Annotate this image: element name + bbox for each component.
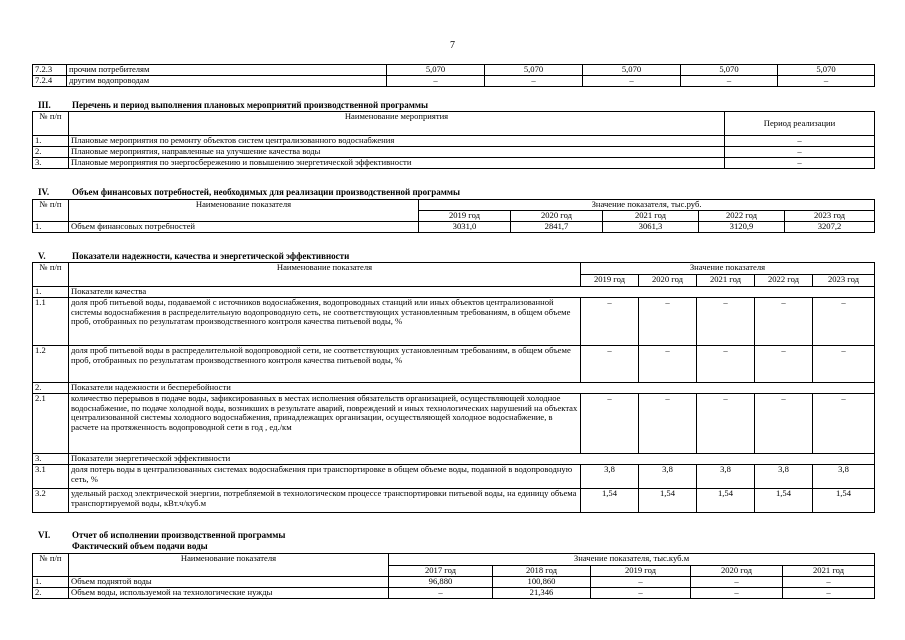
row-value: – (485, 76, 583, 87)
row-value: – (691, 577, 783, 588)
water-supply-table (32, 553, 875, 599)
row-value: – (697, 394, 755, 454)
row-name: Объем поднятой воды (69, 577, 389, 588)
header-value: Значение показателя, тыс.куб.м (389, 554, 875, 566)
row-value: 5,070 (778, 65, 875, 76)
header-year: 2022 год (699, 211, 785, 222)
section-heading-iv (38, 187, 460, 197)
row-value: – (581, 298, 639, 346)
section-number: VI. (38, 530, 51, 540)
continuation-table (32, 64, 875, 87)
row-number: 1. (33, 577, 69, 588)
header-year: 2020 год (639, 275, 697, 287)
row-name: Плановые мероприятия, направленные на улучшение качества воды (69, 147, 725, 158)
section-number: V. (38, 251, 46, 261)
row-number: 2. (33, 383, 69, 394)
row-value: – (783, 588, 875, 599)
header-year: 2019 год (419, 211, 511, 222)
header-value: Значение показателя (581, 263, 875, 275)
header-period: Период реализации (725, 112, 875, 136)
section-number: IV. (38, 187, 50, 197)
row-value: 2841,7 (511, 222, 603, 233)
row-number: 2. (33, 588, 69, 599)
header-year: 2019 год (591, 566, 691, 577)
row-value: 5,070 (387, 65, 485, 76)
row-value: – (783, 577, 875, 588)
row-value: 100,860 (493, 577, 591, 588)
row-value: – (389, 588, 493, 599)
row-period: – (725, 158, 875, 169)
row-value: – (591, 577, 691, 588)
row-value: 3,8 (755, 465, 813, 489)
row-value: 1,54 (639, 489, 697, 513)
header-year: 2018 год (493, 566, 591, 577)
row-value: – (581, 394, 639, 454)
table-row (33, 465, 875, 489)
row-value: 5,070 (681, 65, 778, 76)
row-number: 2.1 (33, 394, 69, 454)
row-name: удельный расход электрической энергии, потребляемой в технологическом процессе транспортировки питьевой воды, на единицу объема транспортируемой воды, кВт.ч/куб.м (69, 489, 581, 513)
table-header-row (33, 112, 875, 136)
row-name: Показатели надежности и бесперебойности (69, 383, 875, 394)
row-value: 1,54 (697, 489, 755, 513)
row-value: – (697, 298, 755, 346)
row-number: 1. (33, 136, 69, 147)
table-header-row (33, 263, 875, 275)
activities-table (32, 111, 875, 169)
row-number: 1.2 (33, 346, 69, 383)
section-heading-vi (38, 530, 285, 540)
row-name: другим водопроводам (67, 76, 387, 87)
table-row (33, 577, 875, 588)
row-number: 2. (33, 147, 69, 158)
table-row (33, 222, 875, 233)
row-name: прочим потребителям (67, 65, 387, 76)
row-name: Плановые мероприятия по энергосбережению и повышению энергетической эффективности (69, 158, 725, 169)
header-year: 2017 год (389, 566, 493, 577)
row-value: – (755, 298, 813, 346)
row-value: – (581, 346, 639, 383)
header-year: 2020 год (691, 566, 783, 577)
table-row (33, 588, 875, 599)
table-row (33, 346, 875, 383)
row-value: – (697, 346, 755, 383)
section-subtitle: Фактический объем подачи воды (72, 541, 208, 551)
header-year: 2021 год (697, 275, 755, 287)
row-value: – (778, 76, 875, 87)
row-value: – (681, 76, 778, 87)
header-year: 2023 год (813, 275, 875, 287)
row-value: 3,8 (813, 465, 875, 489)
indicators-table (32, 262, 875, 513)
header-name: Наименование показателя (69, 554, 389, 577)
row-value: 1,54 (581, 489, 639, 513)
section-title: Перечень и период выполнения плановых мероприятий производственной программы (72, 100, 429, 110)
row-value: 1,54 (813, 489, 875, 513)
header-year: 2021 год (603, 211, 699, 222)
row-value: 3,8 (639, 465, 697, 489)
row-value: – (387, 76, 485, 87)
row-name: Объем воды, используемой на технологические нужды (69, 588, 389, 599)
table-group-row (33, 383, 875, 394)
table-row (33, 65, 875, 76)
row-period: – (725, 147, 875, 158)
table-group-row (33, 454, 875, 465)
row-value: – (639, 346, 697, 383)
table-row (33, 394, 875, 454)
section-title: Объем финансовых потребностей, необходимых для реализации производственной программы (72, 187, 461, 197)
table-row (33, 489, 875, 513)
row-number: 3.2 (33, 489, 69, 513)
header-year: 2020 год (511, 211, 603, 222)
row-period: – (725, 136, 875, 147)
row-value: 5,070 (583, 65, 681, 76)
header-number: № п/п (33, 263, 69, 287)
header-name: Наименование показателя (69, 200, 419, 222)
table-header-row (33, 554, 875, 566)
row-value: – (583, 76, 681, 87)
table-row (33, 76, 875, 87)
row-value: 1,54 (755, 489, 813, 513)
row-value: – (813, 298, 875, 346)
page-number: 7 (450, 40, 455, 51)
row-value: 96,880 (389, 577, 493, 588)
row-value: – (813, 394, 875, 454)
row-number: 3. (33, 454, 69, 465)
header-name: Наименование мероприятия (69, 112, 725, 136)
row-value: 21,346 (493, 588, 591, 599)
header-number: № п/п (33, 554, 69, 577)
row-value: 5,070 (485, 65, 583, 76)
row-value: – (639, 394, 697, 454)
row-number: 7.2.4 (33, 76, 67, 87)
section-number: III. (38, 100, 51, 110)
table-row (33, 147, 875, 158)
header-year: 2019 год (581, 275, 639, 287)
row-value: – (639, 298, 697, 346)
row-number: 3. (33, 158, 69, 169)
header-year: 2022 год (755, 275, 813, 287)
section-title: Показатели надежности, качества и энергетической эффективности (72, 251, 350, 261)
table-group-row (33, 287, 875, 298)
row-name: Показатели качества (69, 287, 875, 298)
table-header-row (33, 200, 875, 211)
row-number: 1. (33, 287, 69, 298)
section-heading-iii (38, 100, 428, 110)
row-value: 3120,9 (699, 222, 785, 233)
row-name: доля проб питьевой воды, подаваемой с источников водоснабжения, водопроводных станций или иных объектов централизованной системы водоснабжения в распределительную водопроводную сеть, не соответствующих установленным требованиям, в общем объеме проб, отобранных по результатам производственного контроля качества питьевой воды, % (69, 298, 581, 346)
financial-needs-table (32, 199, 875, 233)
header-year: 2023 год (785, 211, 875, 222)
row-number: 3.1 (33, 465, 69, 489)
header-value: Значение показателя, тыс.руб. (419, 200, 875, 211)
row-value: 3,8 (697, 465, 755, 489)
table-row (33, 158, 875, 169)
row-number: 7.2.3 (33, 65, 67, 76)
row-value: 3207,2 (785, 222, 875, 233)
table-row (33, 298, 875, 346)
header-year: 2021 год (783, 566, 875, 577)
row-value: – (755, 346, 813, 383)
row-name: доля потерь воды в централизованных системах водоснабжения при транспортировке в общем объеме воды, поданной в водопроводную сеть, % (69, 465, 581, 489)
row-value: – (755, 394, 813, 454)
row-value: 3031,0 (419, 222, 511, 233)
row-value: – (591, 588, 691, 599)
row-value: 3061,3 (603, 222, 699, 233)
row-name: доля проб питьевой воды в распределительной водопроводной сети, не соответствующих установленным требованиям, в общем объеме проб, отобранных по результатам производственного контроля качества питьевой воды, % (69, 346, 581, 383)
row-value: 3,8 (581, 465, 639, 489)
section-title: Отчет об исполнении производственной программы (72, 530, 286, 540)
row-name: Показатели энергетической эффективности (69, 454, 875, 465)
table-row (33, 136, 875, 147)
row-number: 1. (33, 222, 69, 233)
row-name: Плановые мероприятия по ремонту объектов систем централизованного водоснабжения (69, 136, 725, 147)
header-number: № п/п (33, 200, 69, 222)
row-value: – (691, 588, 783, 599)
row-name: Объем финансовых потребностей (69, 222, 419, 233)
section-heading-v (38, 251, 349, 261)
header-name: Наименование показателя (69, 263, 581, 287)
row-value: – (813, 346, 875, 383)
row-name: количество перерывов в подаче воды, зафиксированных в местах исполнения обязательств организацией, осуществляющей холодное водоснабжение, по подаче холодной воды, возникших в результате аварий, повреждений и иных технологических нарушений на объектах централизованной системы холодного водоснабжения, принадлежащих организации, осуществляющей холодное водоснабжение, в расчете на протяженность водопроводной сети в год , ед./км (69, 394, 581, 454)
row-number: 1.1 (33, 298, 69, 346)
header-number: № п/п (33, 112, 69, 136)
